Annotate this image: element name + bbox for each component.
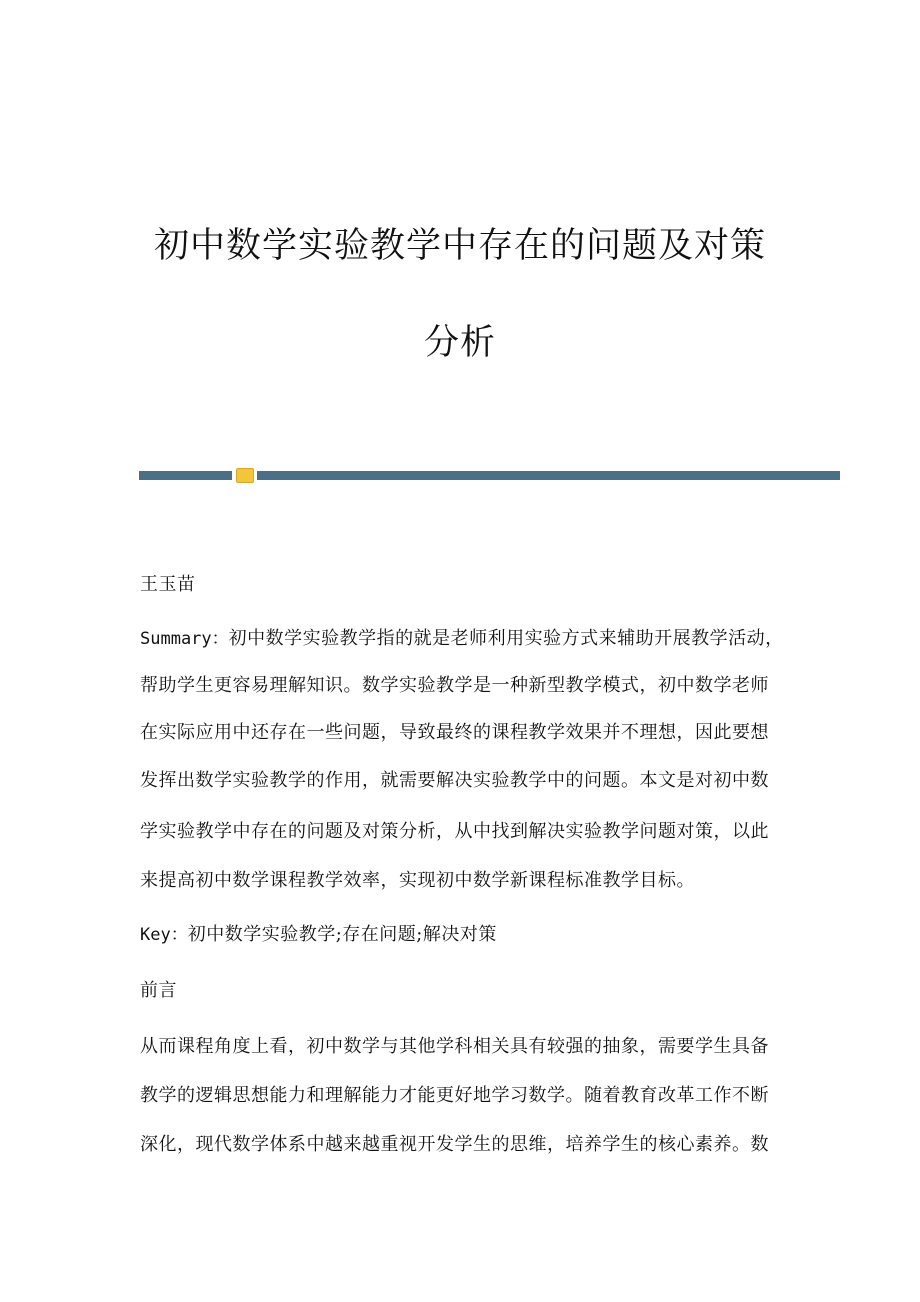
document-title-line-2: 分析 [423, 323, 496, 363]
summary-line: 学实验教学中存在的问题及对策分析，从中找到解决实验教学问题对策，以此 [140, 821, 769, 842]
document-title-line-1: 初中数学实验教学中存在的问题及对策 [153, 226, 766, 266]
summary-line: 来提高初中数学课程教学效率，实现初中数学新课程标准教学目标。 [140, 870, 695, 891]
divider-left [139, 471, 232, 480]
keywords-text: 初中数学实验教学;存在问题;解决对策 [187, 924, 497, 945]
keywords-label: Key： [140, 925, 188, 945]
author: 王玉苗 [140, 574, 196, 595]
divider-right [257, 471, 840, 480]
summary-line [140, 624, 784, 650]
preface-line: 从而课程角度上看，初中数学与其他学科相关具有较强的抽象，需要学生具备 [140, 1036, 769, 1057]
preface-line: 教学的逻辑思想能力和理解能力才能更好地学习数学。随着教育改革工作不断 [140, 1085, 769, 1106]
preface-line: 深化，现代数学体系中越来越重视开发学生的思维，培养学生的核心素养。数 [140, 1134, 769, 1155]
summary-text: 初中数学实验教学指的就是老师利用实验方式来辅助开展教学活动， [228, 628, 784, 649]
summary-line: 发挥出数学实验教学的作用，就需要解决实验教学中的问题。本文是对初中数 [140, 770, 769, 791]
summary-line: 在实际应用中还存在一些问题，导致最终的课程教学效果并不理想，因此要想 [140, 722, 769, 743]
preface-heading: 前言 [140, 980, 177, 1001]
summary-label: Summary： [140, 629, 229, 649]
decorative-badge-icon [236, 468, 254, 483]
keywords-line [140, 920, 497, 946]
summary-line: 帮助学生更容易理解知识。数学实验教学是一种新型教学模式，初中数学老师 [140, 675, 769, 696]
